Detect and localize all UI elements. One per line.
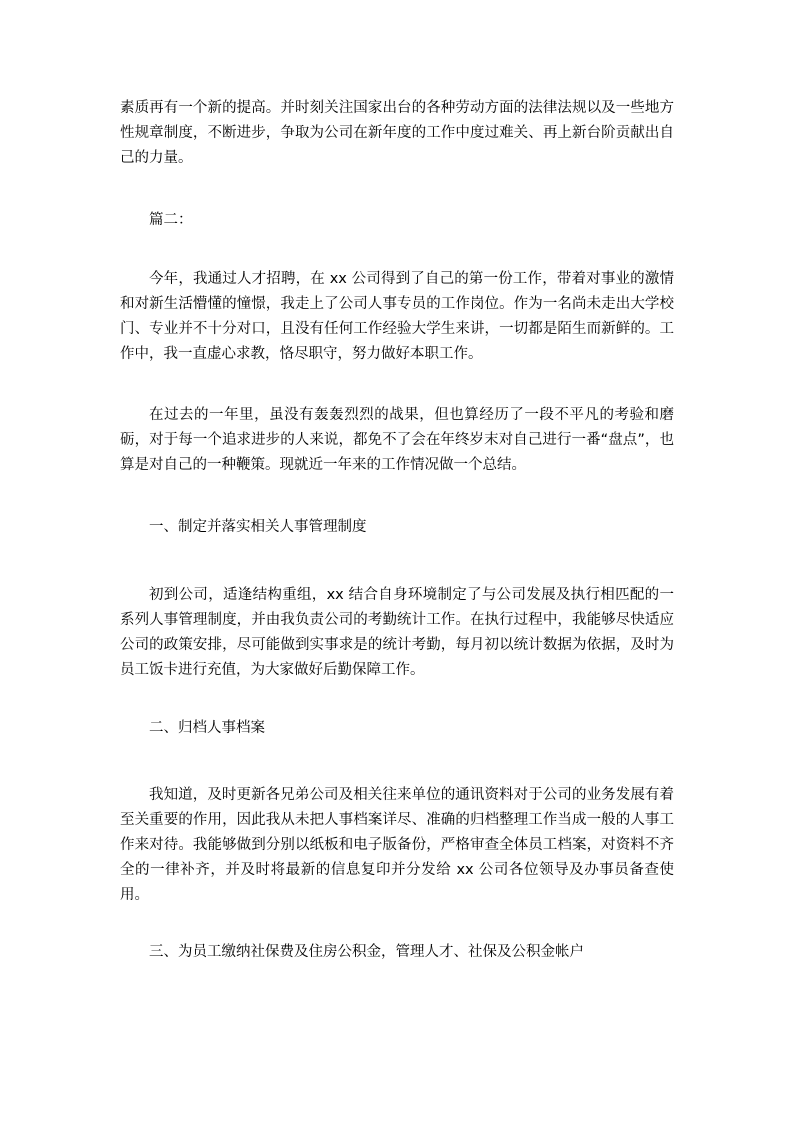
body-paragraph: 在过去的一年里，虽没有轰轰烈烈的战果，但也算经历了一段不平凡的考验和磨砺，对于每一个追求进步的人来说，都免不了会在年终岁末对自己进行一番“盘点”，也算是对自己的一种鞭策。现就近一年来的工作情况做一个总结。: [120, 407, 674, 473]
body-paragraph: 素质再有一个新的提高。并时刻关注国家出台的各种劳动方面的法律法规以及一些地方性规章制度，不断进步，争取为公司在新年度的工作中度过难关、再上新台阶贡献出自己的力量。: [120, 100, 674, 166]
section-heading: 三、为员工缴纳社保费及住房公积金，管理人才、社保及公积金帐户: [149, 944, 584, 960]
section-label: 篇二：: [149, 212, 193, 228]
body-paragraph: 今年，我通过人才招聘，在 xx 公司得到了自己的第一份工作，带着对事业的激情和对新生活懵懂的憧憬，我走上了公司人事专员的工作岗位。作为一名尚未走出大学校门、专业并不十分对口，且没有任何工作经验大学生来讲，一切都是陌生而新鲜的。工作中，我一直虚心求教，恪尽职守，努力做好本职工作。: [120, 271, 674, 362]
body-paragraph: 初到公司，适逢结构重组，xx 结合自身环境制定了与公司发展及执行相匹配的一系列人事管理制度，并由我负责公司的考勤统计工作。在执行过程中，我能够尽快适应公司的政策安排，尽可能做到实事求是的统计考勤，每月初以统计数据为依据，及时为员工饭卡进行充值，为大家做好后勤保障工作。: [120, 587, 674, 678]
section-heading: 一、制定并落实相关人事管理制度: [149, 519, 367, 535]
section-heading: 二、归档人事档案: [149, 720, 265, 736]
body-paragraph: 我知道，及时更新各兄弟公司及相关往来单位的通讯资料对于公司的业务发展有着至关重要的作用，因此我从未把人事档案详尽、准确的归档整理工作当成一般的人事工作来对待。我能够做到分别以纸板和电子版备份，严格审查全体员工档案，对资料不齐全的一律补齐，并及时将最新的信息复印并分发给 xx 公司各位领导及办事员备查使用。: [120, 787, 674, 903]
